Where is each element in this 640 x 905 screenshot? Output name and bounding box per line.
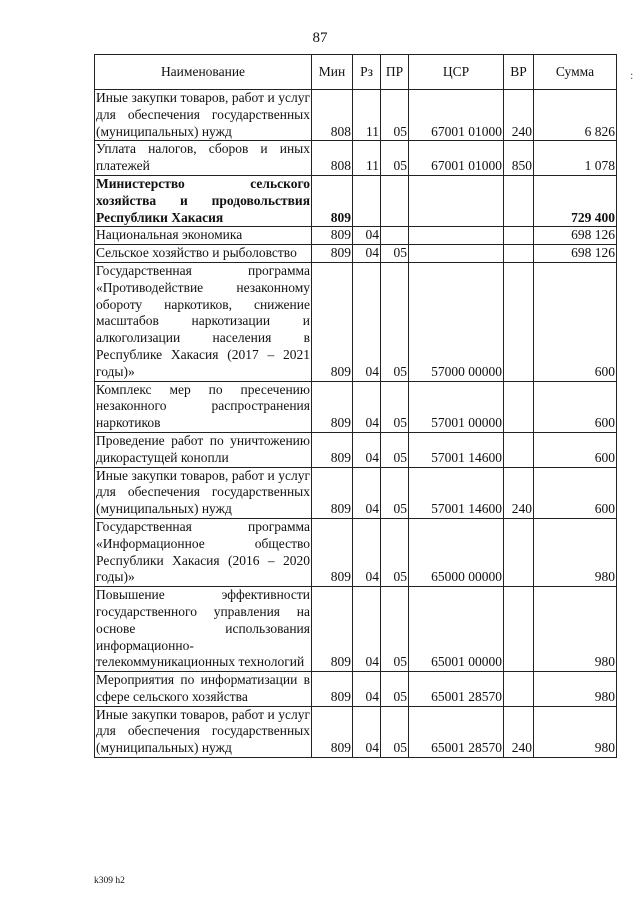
cell-csr <box>409 245 504 263</box>
cell-sum: 6 826 <box>534 90 617 141</box>
cell-vr <box>504 262 534 381</box>
cell-rz: 04 <box>353 381 381 432</box>
cell-pr: 05 <box>381 706 409 757</box>
cell-sum: 980 <box>534 587 617 672</box>
cell-csr: 65001 28570 <box>409 706 504 757</box>
cell-name: Повышение эффективности государственного управления на основе использования информационно-телекоммуникационных технологий <box>95 587 312 672</box>
cell-sum: 600 <box>534 262 617 381</box>
cell-rz: 04 <box>353 227 381 245</box>
header-min: Мин <box>312 55 353 90</box>
cell-min: 809 <box>312 432 353 467</box>
cell-csr: 65001 00000 <box>409 587 504 672</box>
cell-rz <box>353 175 381 226</box>
footer-code: k309 h2 <box>94 876 125 886</box>
table-header-row <box>95 55 617 90</box>
cell-rz: 04 <box>353 706 381 757</box>
budget-table <box>94 54 617 758</box>
cell-csr: 65000 00000 <box>409 518 504 586</box>
cell-pr: 05 <box>381 587 409 672</box>
table-row <box>95 432 617 467</box>
table-row <box>95 175 617 226</box>
header-csr: ЦСР <box>409 55 504 90</box>
cell-csr: 67001 01000 <box>409 90 504 141</box>
cell-sum: 980 <box>534 706 617 757</box>
cell-sum: 729 400 <box>534 175 617 226</box>
header-sum: Сумма <box>534 55 617 90</box>
cell-rz: 04 <box>353 467 381 518</box>
cell-vr <box>504 518 534 586</box>
table-row <box>95 262 617 381</box>
cell-pr: 05 <box>381 90 409 141</box>
cell-name: Комплекс мер по пресечению незаконного распространения наркотиков <box>95 381 312 432</box>
cell-sum: 600 <box>534 381 617 432</box>
cell-min: 809 <box>312 262 353 381</box>
cell-csr: 57001 14600 <box>409 467 504 518</box>
cell-csr: 65001 28570 <box>409 672 504 707</box>
cell-csr <box>409 175 504 226</box>
table-row <box>95 518 617 586</box>
cell-name: Государственная программа «Информационное общество Республики Хакасия (2016 – 2020 годы)» <box>95 518 312 586</box>
cell-min: 809 <box>312 587 353 672</box>
cell-vr <box>504 381 534 432</box>
cell-rz: 04 <box>353 587 381 672</box>
cell-rz: 04 <box>353 672 381 707</box>
cell-rz: 04 <box>353 518 381 586</box>
cell-csr <box>409 227 504 245</box>
table-row <box>95 706 617 757</box>
cell-sum: 980 <box>534 518 617 586</box>
cell-pr <box>381 227 409 245</box>
cell-pr: 05 <box>381 672 409 707</box>
cell-min: 808 <box>312 90 353 141</box>
cell-name: Государственная программа «Противодействие незаконному обороту наркотиков, снижение масштабов наркотизации и алкоголизации населения в Республике Хакасия (2017 – 2021 годы)» <box>95 262 312 381</box>
cell-name: Проведение работ по уничтожению дикорастущей конопли <box>95 432 312 467</box>
cell-rz: 04 <box>353 262 381 381</box>
table-row <box>95 672 617 707</box>
cell-name: Сельское хозяйство и рыболовство <box>95 245 312 263</box>
cell-min: 809 <box>312 245 353 263</box>
cell-csr: 57000 00000 <box>409 262 504 381</box>
cell-vr: 240 <box>504 467 534 518</box>
margin-mark: : <box>630 68 634 82</box>
cell-pr: 05 <box>381 381 409 432</box>
cell-csr: 57001 00000 <box>409 381 504 432</box>
table-row <box>95 245 617 263</box>
cell-name: Мероприятия по информатизации в сфере сельского хозяйства <box>95 672 312 707</box>
cell-sum: 600 <box>534 432 617 467</box>
cell-name: Национальная экономика <box>95 227 312 245</box>
cell-vr <box>504 672 534 707</box>
page-number: 87 <box>312 30 328 46</box>
cell-min: 809 <box>312 672 353 707</box>
cell-sum: 980 <box>534 672 617 707</box>
cell-sum: 1 078 <box>534 141 617 176</box>
cell-rz: 04 <box>353 245 381 263</box>
cell-name: Уплата налогов, сборов и иных платежей <box>95 141 312 176</box>
cell-vr <box>504 245 534 263</box>
cell-pr: 05 <box>381 467 409 518</box>
table-row <box>95 90 617 141</box>
cell-rz: 11 <box>353 90 381 141</box>
table-row <box>95 467 617 518</box>
cell-rz: 04 <box>353 432 381 467</box>
cell-name: Иные закупки товаров, работ и услуг для обеспечения государственных (муниципальных) нужд <box>95 706 312 757</box>
cell-vr: 240 <box>504 706 534 757</box>
cell-min: 809 <box>312 518 353 586</box>
cell-pr: 05 <box>381 141 409 176</box>
cell-vr: 240 <box>504 90 534 141</box>
cell-name: Иные закупки товаров, работ и услуг для обеспечения государственных (муниципальных) нужд <box>95 467 312 518</box>
header-vr: ВР <box>504 55 534 90</box>
cell-min: 809 <box>312 467 353 518</box>
cell-pr <box>381 175 409 226</box>
cell-sum: 698 126 <box>534 245 617 263</box>
cell-vr <box>504 432 534 467</box>
cell-min: 809 <box>312 227 353 245</box>
cell-rz: 11 <box>353 141 381 176</box>
cell-pr: 05 <box>381 262 409 381</box>
cell-csr: 57001 14600 <box>409 432 504 467</box>
cell-sum: 600 <box>534 467 617 518</box>
cell-vr <box>504 175 534 226</box>
cell-min: 809 <box>312 381 353 432</box>
cell-vr <box>504 587 534 672</box>
cell-vr <box>504 227 534 245</box>
cell-name: Иные закупки товаров, работ и услуг для обеспечения государственных (муниципальных) нужд <box>95 90 312 141</box>
cell-vr: 850 <box>504 141 534 176</box>
header-name: Наименование <box>95 55 312 90</box>
cell-pr: 05 <box>381 518 409 586</box>
table-row <box>95 381 617 432</box>
cell-sum: 698 126 <box>534 227 617 245</box>
table-row <box>95 141 617 176</box>
cell-pr: 05 <box>381 432 409 467</box>
cell-min: 808 <box>312 141 353 176</box>
table-row <box>95 587 617 672</box>
table-row <box>95 227 617 245</box>
table-body <box>95 90 617 758</box>
cell-pr: 05 <box>381 245 409 263</box>
header-rz: Рз <box>353 55 381 90</box>
cell-csr: 67001 01000 <box>409 141 504 176</box>
header-pr: ПР <box>381 55 409 90</box>
cell-min: 809 <box>312 175 353 226</box>
cell-min: 809 <box>312 706 353 757</box>
cell-name: Министерство сельского хозяйства и продовольствия Республики Хакасия <box>95 175 312 226</box>
